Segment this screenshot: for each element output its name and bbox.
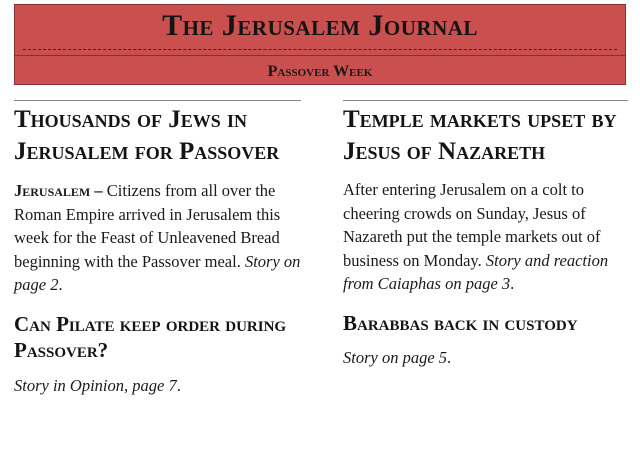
headline-passover-crowds: Thousands of Jews in Jerusalem for Passover	[14, 106, 280, 165]
story-reference: Story on page 2	[14, 251, 301, 294]
story-temple-markets: After entering Jerusalem on a colt to cheering crowds on Sunday, Jesus of Nazareth put the temple markets out of business on Monday. Story and reaction from Caiaphas on page 3.	[343, 180, 609, 293]
story-barabbas: Story on page 5.	[343, 347, 452, 367]
story-passover-crowds: Jerusalem – Citizens from all over the Roman Empire arrived in Jerusalem this week for the Feast of Unleavened Bread beginning with the Passover meal. Story on page 2.	[14, 181, 301, 294]
edition-subtitle: Passover Week	[267, 63, 373, 80]
left-column	[14, 100, 301, 397]
story-reference: Story and reaction from Caiaphas on page 3	[343, 250, 609, 293]
dateline: Jerusalem –	[14, 181, 103, 200]
story-pilate-order: Story in Opinion, page 7.	[14, 375, 181, 395]
masthead	[14, 4, 626, 85]
masthead-dashed-divider	[23, 49, 617, 50]
story-reference: Story in Opinion, page 7	[14, 375, 177, 395]
right-column	[343, 100, 628, 369]
headline-barabbas: Barabbas back in custody	[343, 310, 578, 335]
story-reference: Story on page 5	[343, 347, 448, 367]
masthead-divider	[15, 55, 625, 56]
newspaper-title: The Jerusalem Journal	[162, 9, 478, 42]
headline-pilate-order: Can Pilate keep order during Passover?	[14, 311, 287, 362]
story-body: After entering Jerusalem on a colt to cheering crowds on Sunday, Jesus of Nazareth put the temple markets out of business on Monday.	[343, 180, 601, 270]
story-body: Citizens from all over the Roman Empire arrived in Jerusalem this week for the Feast of Unleavened Bread beginning with the Passover meal.	[14, 181, 281, 271]
headline-temple-markets: Temple markets upset by Jesus of Nazareth	[343, 106, 617, 165]
